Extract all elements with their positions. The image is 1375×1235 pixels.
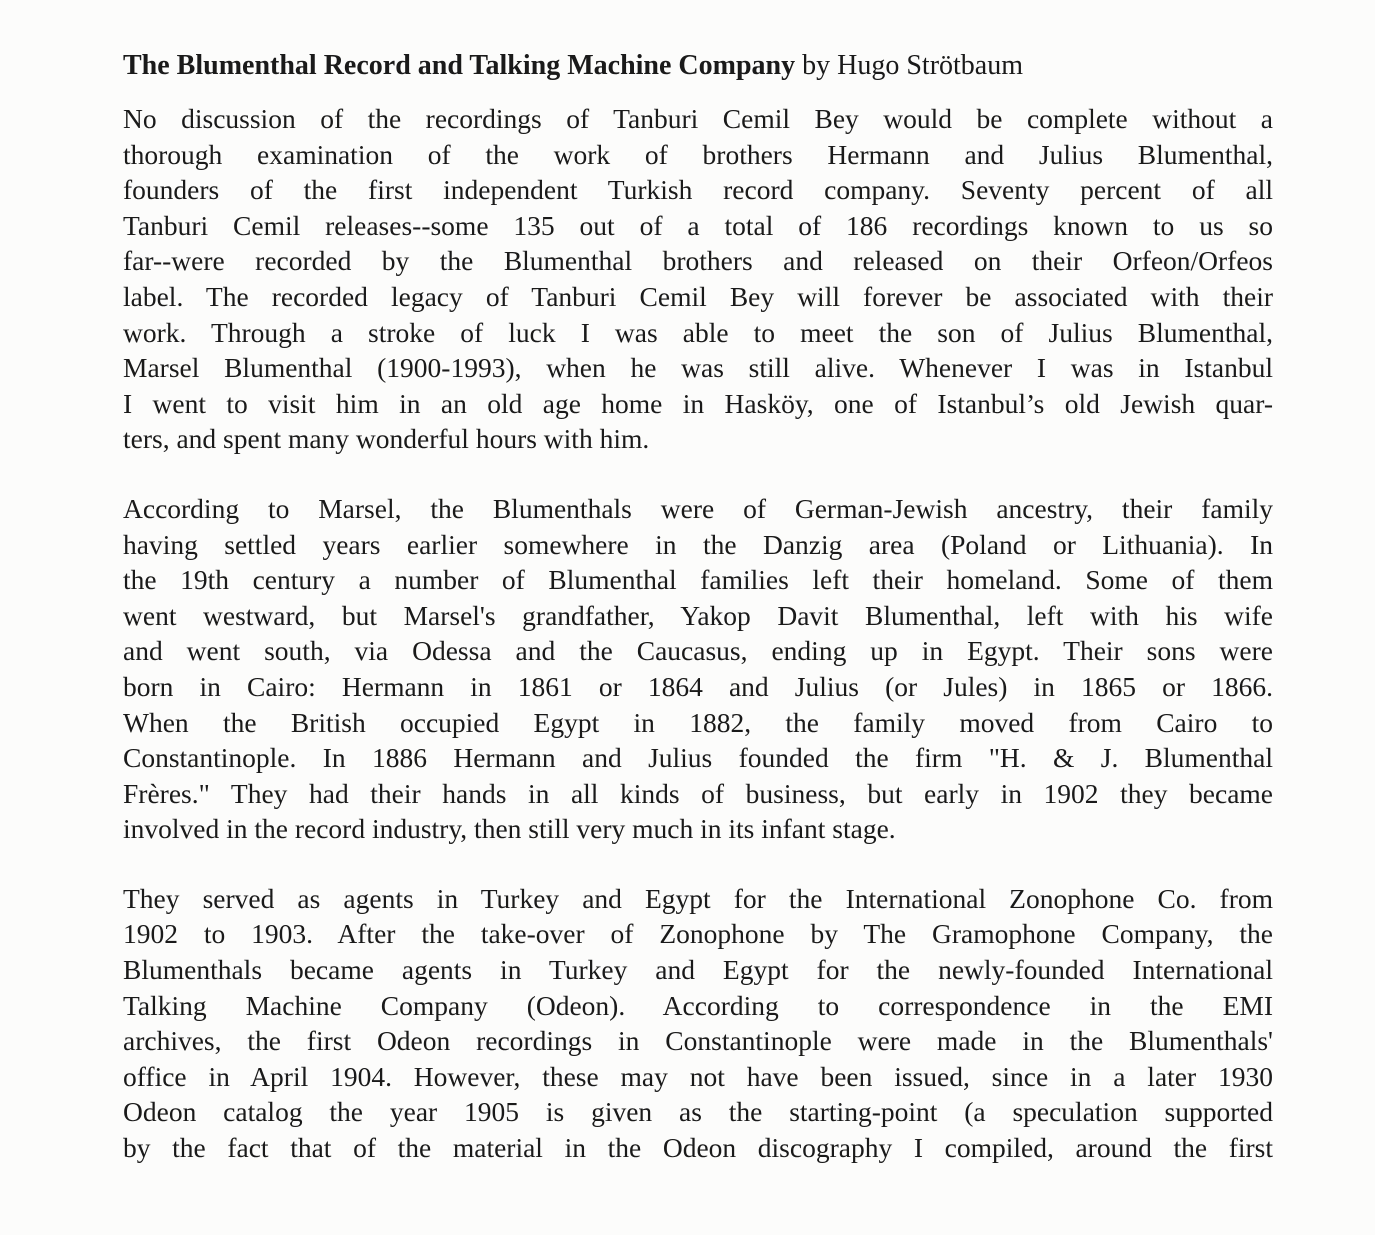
paragraph-2 (123, 491, 1273, 847)
text-line: involved in the record industry, then still very much in its infant stage. (123, 813, 896, 845)
text-line: They served as agents in Turkey and Egypt for the International Zonophone Co. from (123, 882, 1273, 914)
text-line: According to Marsel, the Blumenthals were of German-Jewish ancestry, their family (123, 492, 1273, 524)
text-line: archives, the first Odeon recordings in Constantinople were made in the Blumenthals' (123, 1025, 1273, 1057)
text-line: by the fact that of the material in the Odeon discography I compiled, around the first (123, 1132, 1273, 1164)
text-line: thorough examination of the work of brothers Hermann and Julius Blumenthal, (123, 138, 1273, 170)
text-line: ters, and spent many wonderful hours with him. (123, 423, 650, 455)
text-line: I went to visit him in an old age home in Hasköy, one of Istanbul’s old Jewish quar- (123, 387, 1273, 419)
text-line: far--were recorded by the Blumenthal brothers and released on their Orfeon/Orfeos (123, 245, 1273, 277)
paragraph-3 (123, 881, 1273, 1166)
text-line: label. The recorded legacy of Tanburi Cemil Bey will forever be associated with their (123, 280, 1273, 312)
text-line: No discussion of the recordings of Tanburi Cemil Bey would be complete without a (123, 103, 1273, 134)
text-line: and went south, via Odessa and the Caucasus, ending up in Egypt. Their sons were (123, 635, 1273, 667)
text-line: Talking Machine Company (Odeon). According to correspondence in the EMI (123, 989, 1273, 1021)
text-line: founders of the first independent Turkish record company. Seventy percent of all (123, 174, 1273, 206)
article-heading (123, 44, 1273, 88)
text-line: Constantinople. In 1886 Hermann and Julius founded the firm "H. & J. Blumenthal (123, 742, 1273, 774)
text-line: Odeon catalog the year 1905 is given as the starting-point (a speculation supported (123, 1096, 1273, 1128)
text-line: the 19th century a number of Blumenthal families left their homeland. Some of them (123, 564, 1273, 596)
text-line: having settled years earlier somewhere in the Danzig area (Poland or Lithuania). In (123, 528, 1273, 560)
text-line: Tanburi Cemil releases--some 135 out of a total of 186 recordings known to us so (123, 209, 1273, 241)
text-line: 1902 to 1903. After the take-over of Zonophone by The Gramophone Company, the (123, 918, 1273, 950)
text-line: work. Through a stroke of luck I was able to meet the son of Julius Blumenthal, (123, 316, 1273, 348)
text-line: Marsel Blumenthal (1900-1993), when he was still alive. Whenever I was in Istanbul (123, 352, 1273, 384)
text-line: office in April 1904. However, these may not have been issued, since in a later 1930 (123, 1060, 1273, 1092)
document-page (123, 44, 1273, 1200)
article-title: The Blumenthal Record and Talking Machine Company (123, 50, 796, 81)
article-byline: by Hugo Strötbaum (795, 50, 1024, 81)
text-line: Frères." They had their hands in all kinds of business, but early in 1902 they became (123, 777, 1273, 809)
text-line: born in Cairo: Hermann in 1861 or 1864 and Julius (or Jules) in 1865 or 1866. (123, 670, 1273, 702)
text-line: When the British occupied Egypt in 1882, the family moved from Cairo to (123, 706, 1273, 738)
text-line: Blumenthals became agents in Turkey and Egypt for the newly-founded International (123, 954, 1273, 986)
text-line: went westward, but Marsel's grandfather, Yakop Davit Blumenthal, left with his wife (123, 599, 1273, 631)
paragraph-1 (123, 101, 1273, 457)
